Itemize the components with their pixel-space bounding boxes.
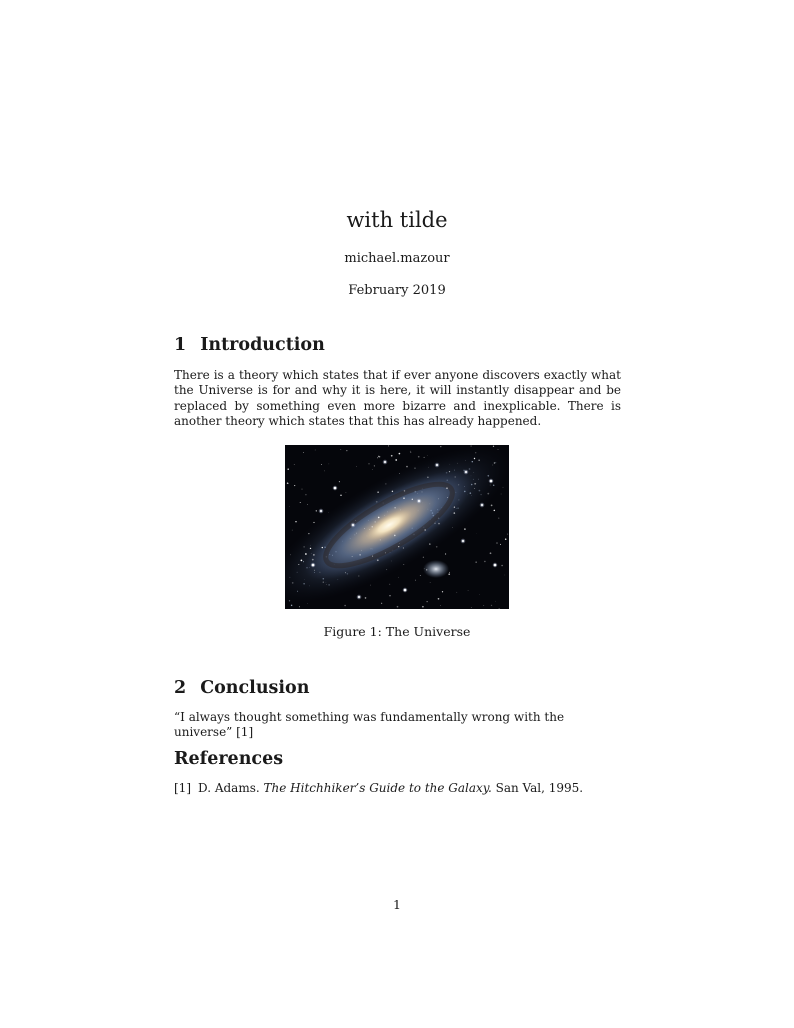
reference-tail: San Val, 1995. xyxy=(495,781,584,795)
reference-authors: D. Adams. xyxy=(198,781,260,795)
section-heading-introduction xyxy=(174,334,620,356)
introduction-paragraph: There is a theory which states that if ever anyone discovers exactly what the Universe is for and why it is here, it will instantly disappear and be replaced by something even more bizarre and inexplicable. There is another theory which states that this has already happened. xyxy=(174,368,621,429)
reference-entry xyxy=(174,781,621,796)
figure-caption: Figure 1: The Universe xyxy=(323,624,471,639)
paper-date: February 2019 xyxy=(348,283,446,298)
conclusion-paragraph: “I always thought something was fundamentally wrong with the universe” [1] xyxy=(174,710,565,740)
reference-title: The Hitchhiker’s Guide to the Galaxy. xyxy=(263,781,492,795)
galaxy-photo-svg xyxy=(285,445,509,609)
paper-title: with tilde xyxy=(346,208,448,232)
page-number: 1 xyxy=(393,897,401,912)
section-title: Introduction xyxy=(200,335,325,355)
reference-label: [1] xyxy=(174,781,191,795)
companion-galaxy xyxy=(423,560,449,578)
section-title: Conclusion xyxy=(200,678,310,698)
references-heading: References xyxy=(174,749,284,769)
paper-author: michael.mazour xyxy=(344,251,450,266)
galaxy-figure-image xyxy=(285,445,509,609)
section-heading-conclusion xyxy=(174,677,620,699)
section-number: 1 xyxy=(174,335,187,355)
section-number: 2 xyxy=(174,678,187,698)
